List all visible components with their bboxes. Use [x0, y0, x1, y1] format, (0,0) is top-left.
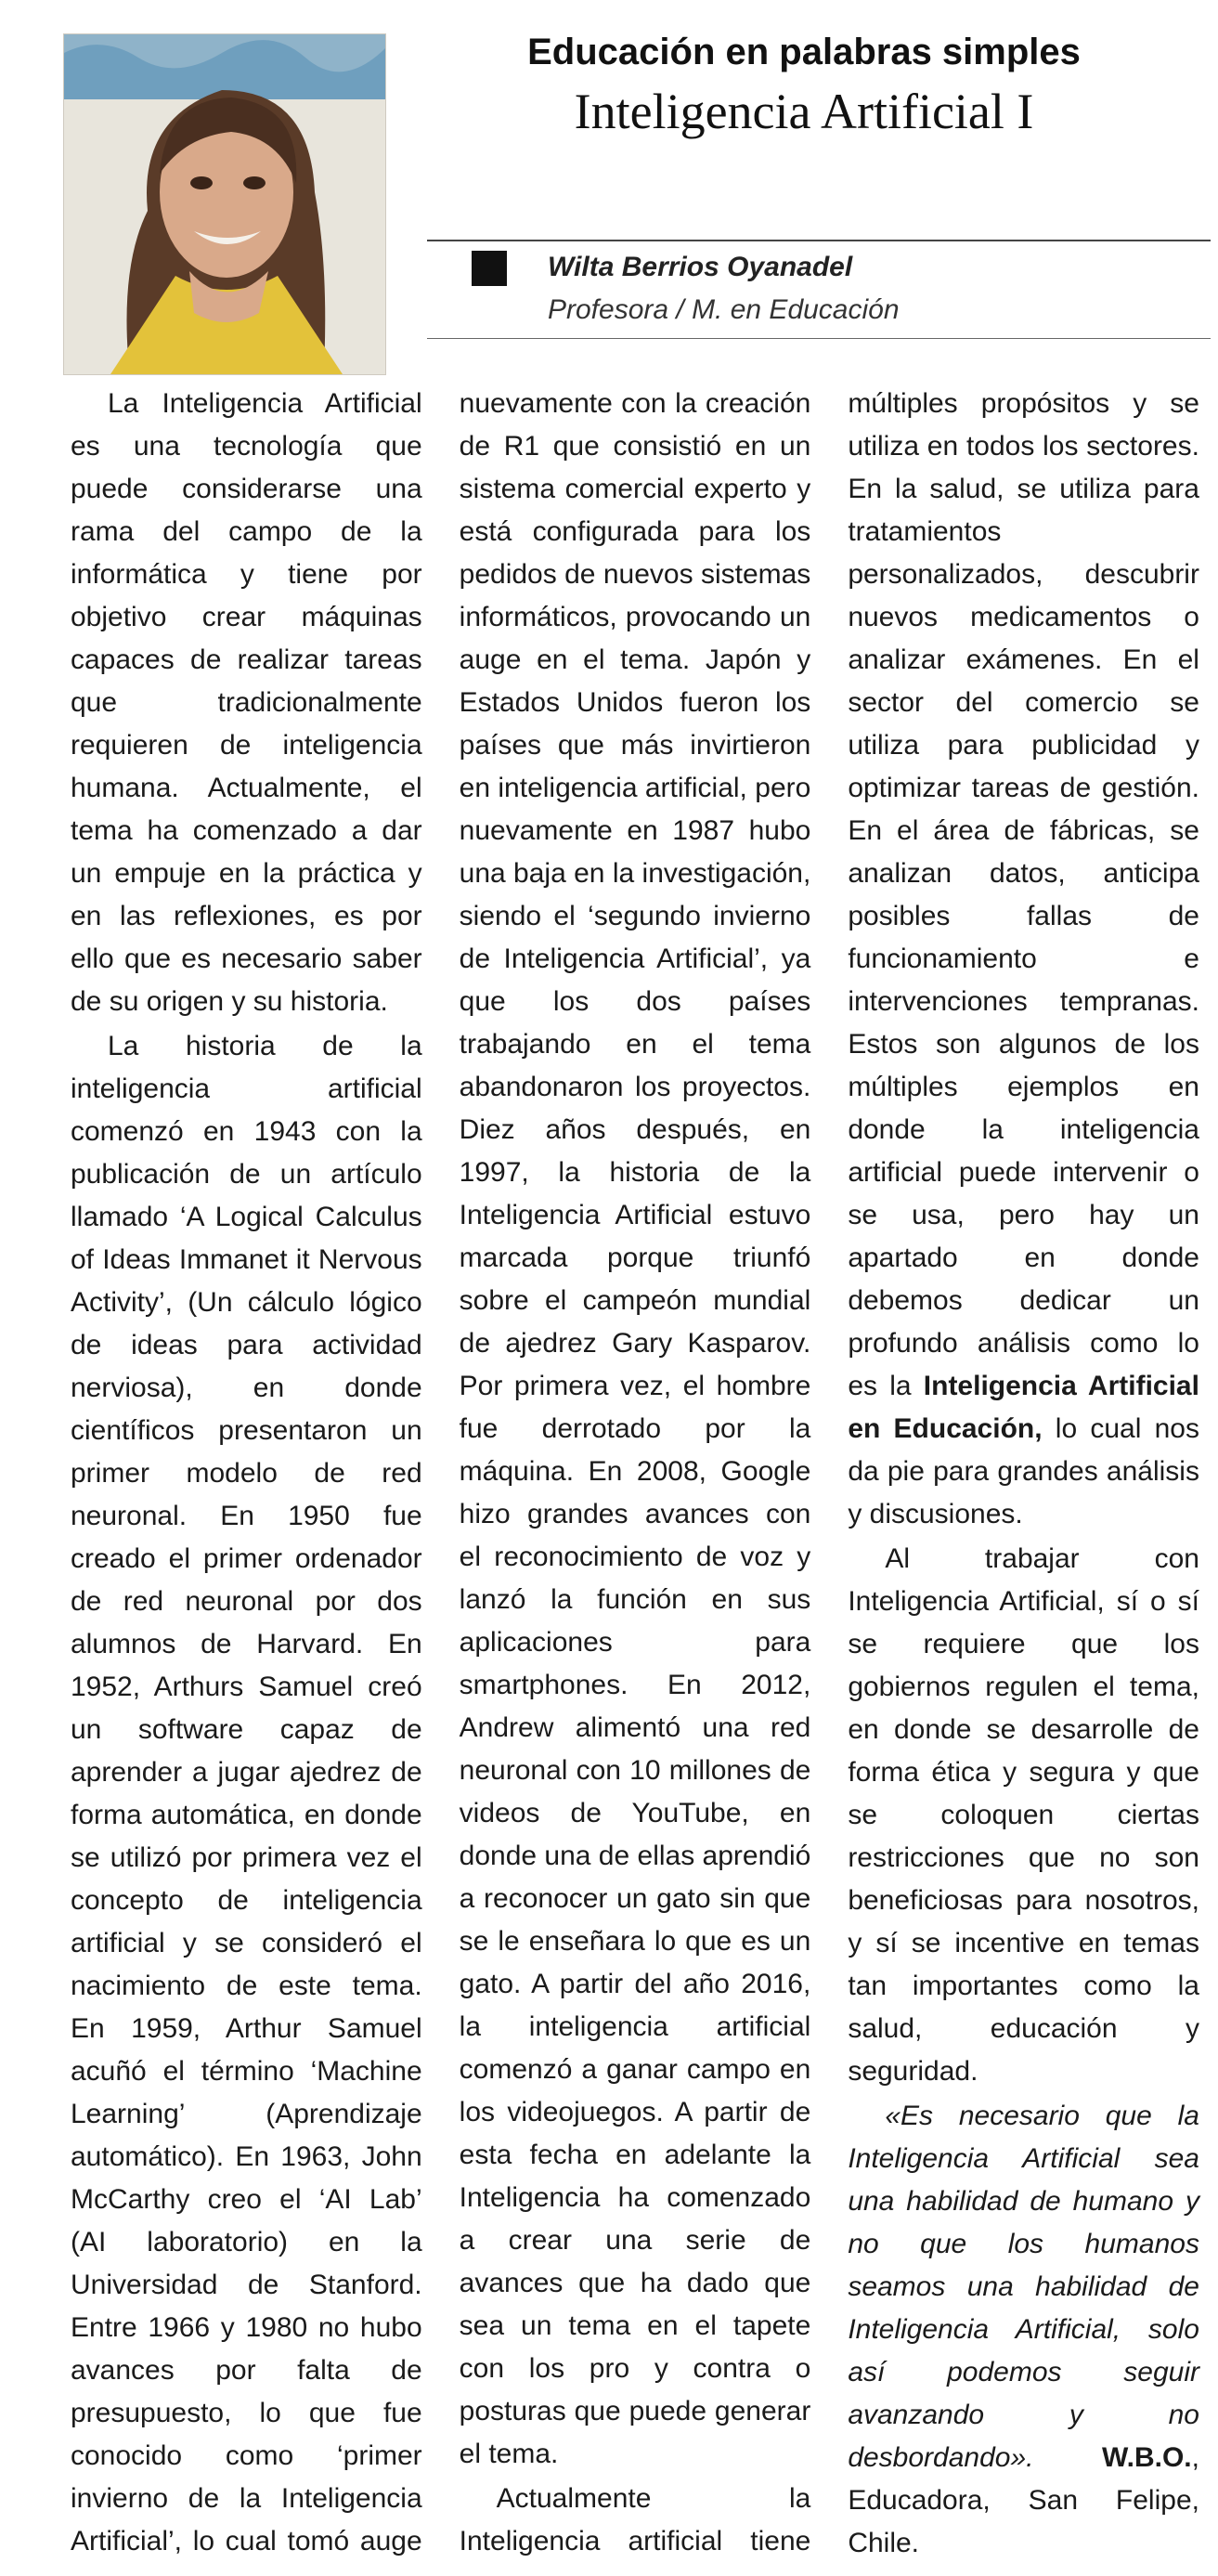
author-portrait-photo: [63, 33, 386, 375]
article-title: Inteligencia Artificial I: [574, 84, 1034, 139]
black-square-marker-icon: [472, 251, 507, 286]
article-body: [71, 383, 1199, 2565]
closing-quote: [848, 2095, 1199, 2565]
paragraph-regulation: Al trabajar con Inteligencia Artificial, sí o sí se requiere que los gobiernos regulen el tema, en donde se desarrolle de forma ética y segura y que se coloquen ciertas restricciones que no son beneficiosas para nosotros, y sí se incentive en temas tan importantes como la salud, educación y seguridad.: [848, 1543, 1199, 2087]
signature-initials: W.B.O.: [1101, 2442, 1192, 2473]
header-divider: [427, 240, 1211, 241]
uses-highlight: Inteligencia Artificial en Educación,: [848, 1371, 1199, 1444]
author-name: Wilta Berrios Oyanadel: [548, 252, 853, 282]
column-title: Educación en palabras simples: [527, 32, 1081, 72]
portrait-illustration: [64, 34, 385, 374]
paragraph-intro: La Inteligencia Artificial es una tecnología que puede considerarse una rama del campo de la informática y tiene por objetivo crear máquinas capaces de realizar tareas que tradicionalmente requieren de inteligencia humana. Actualmente, el tema ha comenzado a dar un empuje en la práctica y en las reflexiones, es por ello que es necesario saber de su origen y su historia.: [71, 388, 422, 1017]
signature-rest: , Educadora, San Felipe, Chile.: [848, 2442, 1199, 2558]
uses-text: Actualmente la Inteligencia artificial tiene múltiples propósitos y se utiliza en todos los sectores. En la salud, se utiliza para tratamientos personalizados, descubrir nuevos medicamentos o analizar exámenes. En el sector del comercio se utiliza para publicidad y optimizar tareas de gestión. En el área de fábricas, se analizan datos, anticipa posibles fallas de funcionamiento e intervenciones tempranas. Estos son algunos de los múltiples ejemplos en donde la inteligencia artificial puede intervenir o se usa, pero hay un apartado en donde debemos dedicar un profundo análisis como lo es la: [459, 388, 1199, 2556]
author-role: Profesora / M. en Educación: [548, 294, 900, 325]
quote-text: «Es necesario que la Inteligencia Artificial sea una habilidad de humano y no que los humanos seamos una habilidad de Inteligencia Artificial, solo así podemos seguir avanzando y no desbordando».: [848, 2101, 1199, 2473]
uses-text-end: lo cual nos da pie para grandes análisis y discusiones.: [848, 1413, 1199, 1529]
byline-divider: [427, 338, 1211, 339]
article-header: [408, 24, 1199, 143]
paragraph-history: La historia de la inteligencia artificial comenzó en 1943 con la publicación de un artículo llamado ‘A Logical Calculus of Ideas Immanet it Nervous Activity’, (Un cálculo lógico de ideas para actividad nerviosa), en donde científicos presentaron un primer modelo de red neuronal. En 1950 fue creado el primer ordenador de red neuronal por dos alumnos de Harvard. En 1952, Arthurs Samuel creó un software capaz de aprender a jugar ajedrez de forma automática, en donde se utilizó por primera vez el concepto de inteligencia artificial y se consideró el nacimiento de este tema. En 1959, Arthur Samuel acuñó el término ‘Machine Learning’ (Aprendizaje automático). En 1963, John McCarthy creo el ‘AI Lab’ (AI laboratorio) en la Universidad de Stanford. Entre 1966 y 1980 no hubo avances por falta de presupuesto, lo que fue conocido como ‘primer invierno de la Inteligencia Artificial’, lo cual tomó auge nuevamente con la creación de R1 que consistió en un sistema comercial experto y está configurada para los pedidos de nuevos sistemas informáticos, provocando un auge en el tema. Japón y Estados Unidos fueron los países que más invirtieron en inteligencia artificial, pero nuevamente en 1987 hubo una baja en la investigación, siendo el ‘segundo invierno de Inteligencia Artificial’, ya que los dos países trabajando en el tema abandonaron los proyectos. Diez años después, en 1997, la historia de la Inteligencia Artificial estuvo marcada porque triunfó sobre el campeón mundial de ajedrez Gary Kasparov. Por primera vez, el hombre fue derrotado por la máquina. En 2008, Google hizo grandes avances con el reconocimiento de voz y lanzó la función en sus aplicaciones para smartphones. En 2012, Andrew alimentó una red neuronal con 10 millones de videos de YouTube, en donde una de ellas aprendió a reconocer un gato sin que se le enseñara lo que es un gato. A partir del año 2016, la inteligencia artificial comenzó a ganar campo en los videojuegos. A partir de esta fecha en adelante la Inteligencia ha comenzado a crear una serie de avances que ha dado que sea un tema en el tapete con los pro y contra o posturas que puede generar el tema.: [71, 388, 811, 2556]
